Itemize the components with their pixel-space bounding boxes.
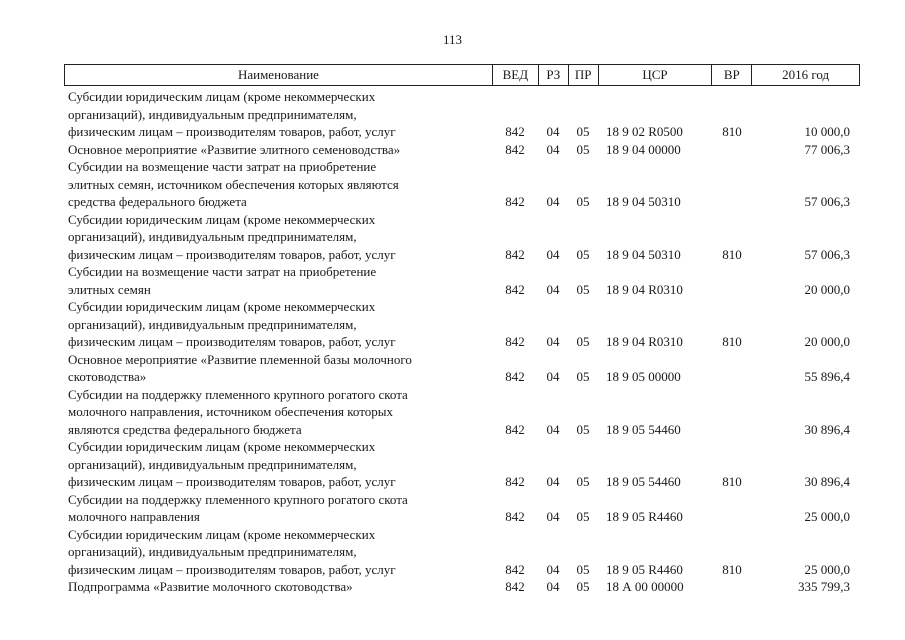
cell-rz: 04 xyxy=(546,124,560,139)
cell-name-line: организаций), индивидуальным предпринимателям, xyxy=(68,229,357,244)
cell-name xyxy=(64,578,492,596)
cell-pr: 05 xyxy=(576,124,590,139)
cell-name-line: физическим лицам – производителям товаров, работ, услуг xyxy=(68,334,396,349)
cell-ved: 842 xyxy=(505,124,525,139)
cell-rz: 04 xyxy=(546,561,560,577)
cell-rz: 04 xyxy=(546,246,560,262)
cell-amount: 55 896,4 xyxy=(804,369,850,384)
table-row xyxy=(64,526,860,579)
cell-ved: 842 xyxy=(505,579,525,594)
cell-name xyxy=(64,298,492,351)
cell-amount: 30 896,4 xyxy=(804,421,850,437)
cell-pr: 05 xyxy=(576,246,590,262)
cell-amount: 335 799,3 xyxy=(798,579,850,594)
table-row xyxy=(64,578,860,596)
table-row xyxy=(64,298,860,351)
header-vr: ВР xyxy=(711,65,751,85)
cell-name xyxy=(64,526,492,579)
cell-pr: 05 xyxy=(576,474,590,489)
cell-name-line: организаций), индивидуальным предпринимателям, xyxy=(68,544,357,559)
cell-pr: 05 xyxy=(576,509,590,524)
table-row xyxy=(64,141,860,159)
cell-name-line: молочного направления, источником обеспечения которых xyxy=(68,404,393,419)
cell-name-line: Субсидии на возмещение части затрат на приобретение xyxy=(68,264,377,279)
cell-amount: 20 000,0 xyxy=(804,281,850,297)
cell-pr: 05 xyxy=(576,579,590,594)
cell-amount: 20 000,0 xyxy=(804,334,850,349)
cell-pr: 05 xyxy=(576,561,590,577)
cell-ved: 842 xyxy=(505,334,525,349)
cell-name-line: элитных семян xyxy=(68,281,151,297)
cell-ved: 842 xyxy=(505,421,525,437)
cell-name xyxy=(64,351,492,386)
cell-ved: 842 xyxy=(505,194,525,209)
cell-csr: 18 А 00 00000 xyxy=(606,579,684,594)
cell-ved: 842 xyxy=(505,281,525,297)
cell-name-line: Субсидии юридическим лицам (кроме некоммерческих xyxy=(68,439,376,454)
cell-amount: 25 000,0 xyxy=(804,509,850,524)
cell-name-line: Основное мероприятие «Развитие элитного семеноводства» xyxy=(68,141,401,157)
page-number: 113 xyxy=(442,32,463,47)
cell-name-line: Субсидии юридическим лицам (кроме некоммерческих xyxy=(68,211,376,227)
cell-csr: 18 9 04 50310 xyxy=(606,246,681,262)
cell-ved: 842 xyxy=(505,246,525,262)
cell-name-line: организаций), индивидуальным предпринимателям, xyxy=(68,456,357,472)
cell-csr: 18 9 05 54460 xyxy=(606,474,681,489)
cell-amount: 77 006,3 xyxy=(804,141,850,157)
header-pr: ПР xyxy=(568,65,598,85)
cell-name-line: физическим лицам – производителям товаров, работ, услуг xyxy=(68,561,396,577)
cell-pr: 05 xyxy=(576,421,590,437)
cell-csr: 18 9 04 50310 xyxy=(606,194,681,209)
header-csr: ЦСР xyxy=(598,65,712,85)
cell-rz: 04 xyxy=(546,194,560,209)
table-row xyxy=(64,491,860,526)
table-row xyxy=(64,211,860,264)
cell-vr: 810 xyxy=(722,474,742,489)
cell-name-line: физическим лицам – производителям товаров, работ, услуг xyxy=(68,246,396,262)
cell-ved: 842 xyxy=(505,474,525,489)
cell-csr: 18 9 05 54460 xyxy=(606,421,681,437)
cell-csr: 18 9 02 R0500 xyxy=(606,124,683,139)
cell-name-line: физическим лицам – производителям товаров, работ, услуг xyxy=(68,474,396,489)
cell-pr: 05 xyxy=(576,334,590,349)
cell-csr: 18 9 05 00000 xyxy=(606,369,681,384)
cell-name-line: Субсидии юридическим лицам (кроме некоммерческих xyxy=(68,526,376,542)
cell-name-line: скотоводства» xyxy=(68,369,147,384)
cell-rz: 04 xyxy=(546,579,560,594)
cell-name xyxy=(64,141,492,159)
cell-csr: 18 9 05 R4460 xyxy=(606,561,683,577)
table-header xyxy=(64,64,860,86)
cell-ved: 842 xyxy=(505,369,525,384)
header-year: 2016 год xyxy=(751,65,859,85)
cell-name-line: средства федерального бюджета xyxy=(68,194,247,209)
cell-name-line: Субсидии на поддержку племенного крупного рогатого скота xyxy=(68,386,408,402)
cell-name-line: являются средства федерального бюджета xyxy=(68,421,302,437)
cell-rz: 04 xyxy=(546,421,560,437)
cell-amount: 30 896,4 xyxy=(804,474,850,489)
cell-amount: 57 006,3 xyxy=(804,246,850,262)
cell-amount: 57 006,3 xyxy=(804,194,850,209)
cell-rz: 04 xyxy=(546,141,560,157)
cell-pr: 05 xyxy=(576,194,590,209)
cell-vr: 810 xyxy=(722,246,742,262)
cell-csr: 18 9 04 R0310 xyxy=(606,281,683,297)
cell-name-line: элитных семян, источником обеспечения которых являются xyxy=(68,176,399,192)
cell-csr: 18 9 05 R4460 xyxy=(606,509,683,524)
cell-name xyxy=(64,438,492,491)
table-row xyxy=(64,263,860,298)
budget-table xyxy=(64,64,860,596)
cell-rz: 04 xyxy=(546,281,560,297)
cell-pr: 05 xyxy=(576,141,590,157)
header-rz: РЗ xyxy=(538,65,568,85)
cell-name-line: Подпрограмма «Развитие молочного скотоводства» xyxy=(68,579,353,594)
cell-name xyxy=(64,263,492,298)
cell-ved: 842 xyxy=(505,509,525,524)
table-row xyxy=(64,438,860,491)
cell-name-line: организаций), индивидуальным предпринимателям, xyxy=(68,106,357,122)
cell-name-line: Субсидии на поддержку племенного крупного рогатого скота xyxy=(68,491,408,507)
cell-rz: 04 xyxy=(546,369,560,384)
cell-rz: 04 xyxy=(546,334,560,349)
cell-csr: 18 9 04 00000 xyxy=(606,141,681,157)
table-body xyxy=(64,88,860,596)
cell-name-line: Основное мероприятие «Развитие племенной базы молочного xyxy=(68,351,412,367)
cell-name xyxy=(64,158,492,211)
cell-ved: 842 xyxy=(505,141,525,157)
table-row xyxy=(64,386,860,439)
cell-vr: 810 xyxy=(722,124,742,139)
header-ved: ВЕД xyxy=(492,65,538,85)
cell-rz: 04 xyxy=(546,474,560,489)
cell-name-line: организаций), индивидуальным предпринимателям, xyxy=(68,316,357,332)
cell-name xyxy=(64,211,492,264)
cell-amount: 25 000,0 xyxy=(804,561,850,577)
cell-name xyxy=(64,88,492,141)
cell-pr: 05 xyxy=(576,281,590,297)
cell-pr: 05 xyxy=(576,369,590,384)
cell-name-line: физическим лицам – производителям товаров, работ, услуг xyxy=(68,124,396,139)
table-row xyxy=(64,158,860,211)
cell-name-line: молочного направления xyxy=(68,509,200,524)
header-name: Наименование xyxy=(237,67,319,82)
cell-name-line: Субсидии на возмещение части затрат на приобретение xyxy=(68,159,377,174)
table-row xyxy=(64,88,860,141)
cell-rz: 04 xyxy=(546,509,560,524)
cell-name xyxy=(64,491,492,526)
cell-name-line: Субсидии юридическим лицам (кроме некоммерческих xyxy=(68,89,376,104)
cell-name xyxy=(64,386,492,439)
cell-name-line: Субсидии юридическим лицам (кроме некоммерческих xyxy=(68,299,376,314)
cell-vr: 810 xyxy=(722,561,742,577)
cell-vr: 810 xyxy=(722,334,742,349)
table-row xyxy=(64,351,860,386)
cell-csr: 18 9 04 R0310 xyxy=(606,334,683,349)
cell-amount: 10 000,0 xyxy=(804,124,850,139)
cell-ved: 842 xyxy=(505,561,525,577)
